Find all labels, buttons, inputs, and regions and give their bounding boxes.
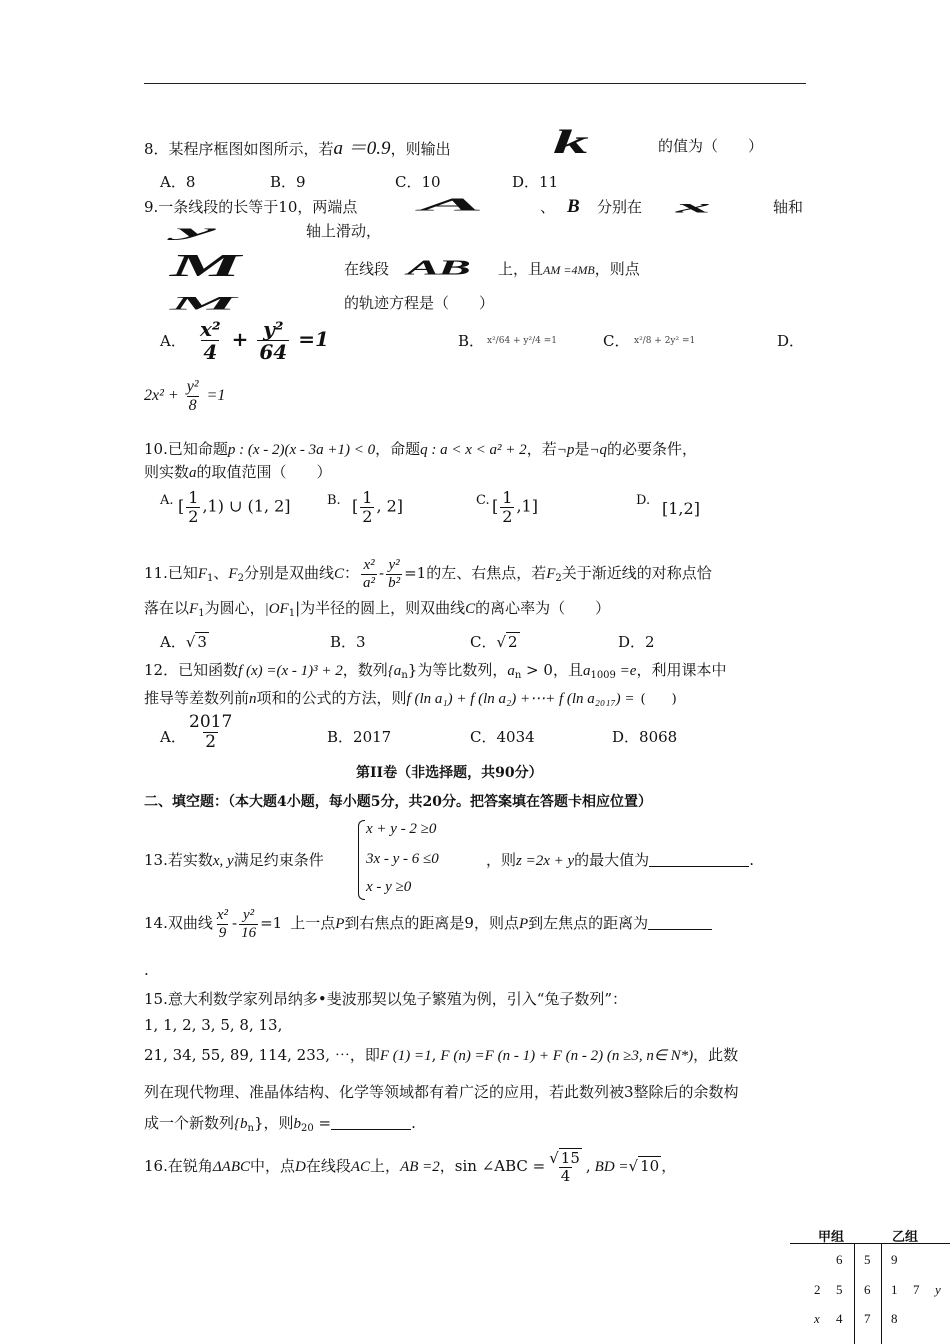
q12-an-pos-end: > 0 [521,661,553,679]
q9-end: 轴和 [773,198,804,216]
q14-eq: =1 [260,914,283,932]
q16-bd-val: 10 [640,1157,660,1175]
q15-line5 [144,1114,416,1136]
q16-comma2: , [585,1157,591,1175]
q11-f1-sub: 1 [207,573,214,584]
q10-option-a-label: A. [160,493,174,508]
q8-text: 8．某程序框图如图所示，若 [144,140,334,158]
q11-c-val: 2 [508,633,518,651]
q11-num1: x² [363,557,375,573]
q12-an: {a [387,663,402,679]
q12-line1a: 12．已知函数 [144,661,239,679]
q11-line2d: 的离心率为（ ） [475,599,611,617]
q12-an-pos: a [507,663,515,679]
stemleaf-leaf: x [814,1311,820,1326]
q15-b20-eq: = [313,1114,332,1132]
q11-of1-end: | [295,599,301,617]
q10-option-d-label: D. [636,493,651,508]
q11-a-label: A． [160,633,186,651]
q14-p2: P [518,916,529,932]
q9-a-num1: x² [200,317,221,341]
q9-line3 [344,260,389,279]
stemleaf-leaf: 4 [836,1311,843,1326]
q13-answer-blank[interactable] [649,852,749,867]
stemleaf-leaf: 9 [891,1252,898,1267]
q11-sep: 、 [213,564,229,582]
q10-a-num: 1 [188,488,199,507]
q16-ac: AC [350,1159,371,1175]
q13-text-a: 13.若实数 [144,851,213,869]
stemleaf-left-head: 甲组 [818,1230,845,1245]
q12-option-a [185,713,236,751]
q16-comma1: ， [439,1157,455,1175]
q16-line: 16.在锐角ΔABC中，点D在线段AC上，AB =2，sin ∠ABC = $\frac{√ 15}{4}$ , BD =√ 10 ， [144,1149,677,1185]
q13-text-b: 满足约束条件 [233,851,324,869]
q12-an-sub: n [401,670,408,681]
q9-point-b: B [567,196,580,217]
q9-option-b: x²/64 + y²/4 =1 [487,336,558,346]
q8-mid: ，则输出 [390,140,451,158]
q12-option-d: D．8068 [612,728,678,746]
q11-num2: y² [388,557,400,573]
stemleaf-divider-right [881,1243,882,1344]
q10-line2b: 的取值范围（ ） [196,463,332,481]
q13-text-c: ，则 [486,851,517,869]
q12-an-end: } [407,661,418,679]
q11-option-a: A．√ 3 [160,633,207,651]
q16-sin-den: 4 [560,1166,571,1185]
q8-math-a: a ＝0.9 [333,138,391,159]
q10-p: p : (x - 2)(x - 3a +1) < 0 [227,442,376,458]
q11-f2-sub: 2 [237,573,244,584]
q10-a-den: 2 [188,506,199,526]
stemleaf-leaf: 6 [836,1252,843,1267]
stemleaf-stem: 6 [864,1282,871,1297]
q9-line2: 轴上滑动， [306,222,382,240]
q9-line3c: ，则点 [594,260,640,278]
q14-p: P [335,916,345,932]
q15-line5b: ，则 [263,1114,294,1132]
q9-d-pre: 2x² + [144,386,179,404]
q10-line1b: ，命题 [375,440,421,458]
q10-line1e: 的必要条件， [606,440,697,458]
q15-line3c: ，此数 [693,1046,739,1064]
q9-option-b-label: B． [458,332,485,350]
q12-line1 [144,661,726,683]
q15-line3 [144,1046,738,1066]
q12-line1c: 为等比数列， [417,661,508,679]
q11-minus: - [379,564,385,582]
q12-a1009: a [582,663,591,679]
q10-b-den: 2 [362,506,373,526]
q14-text-b: 上一点 [290,914,336,932]
q15-line5a: 成一个新数列 [144,1114,235,1132]
q10-option-c-label: C. [476,493,490,508]
q15-line4: 列在现代物理、准晶体结构、化学等领域都有着广泛的应用，若此数列被3整除后的余数构 [144,1083,739,1101]
q10-line2 [144,463,332,483]
q10-line1d: 是 [574,440,590,458]
q16-triangle: ΔABC [212,1159,250,1175]
q11-f1b: F [189,601,199,617]
q11-option-b: B．3 [330,633,366,651]
stemleaf-header-rule [790,1243,950,1244]
q9-d-eq: =1 [206,386,226,404]
q11-f2b-sub: 2 [555,573,562,584]
q11-a-val: 3 [197,633,207,651]
q11-of1-sub: 1 [288,608,296,619]
stemleaf-leaf: y [935,1282,941,1297]
q11-line1c: 的左、右焦点，若 [426,564,547,582]
q10-option-b-label: B. [327,493,341,508]
q12-sum: f (ln a₁) + f (ln a₂) +⋯+ f (ln a₂₀₁₇) = [406,691,635,707]
q10-nq: ¬q [589,442,607,458]
q10-c-den: 2 [502,506,513,526]
q9-mid: 分别在 [597,198,643,216]
q10-b-num: 1 [362,488,373,507]
q9-a-den1: 4 [203,340,218,364]
q11-f1: F [197,566,208,582]
stemleaf-leaf: 2 [814,1282,821,1297]
q8-option-b: B．9 [270,173,306,191]
q10-q: q : a < x < a² + 2 [420,442,527,458]
q14-den2: 16 [241,924,257,941]
q12-line1e: ，利用课本中 [636,661,727,679]
q14-dot: . [144,961,149,979]
q14-text-a: 14.双曲线 [144,914,213,932]
q14-num1: x² [216,907,229,923]
q9-option-a-label: A． [160,332,186,350]
q9-option-d-label: D． [777,332,805,350]
q12-option-b: B．2017 [327,728,392,746]
q11-c2: C [465,601,476,617]
q15-bn: {b [234,1116,248,1132]
q8-end: 的值为（ ） [658,137,764,155]
q9-am: AM =4MB [543,263,595,277]
q12-a1009-sub: 1009 [590,670,616,681]
q15-answer-blank[interactable] [331,1115,411,1130]
q9-option-d [144,378,225,414]
stemleaf-divider-left [854,1243,855,1344]
q13-constraint-1: x + y - 2 ≥0 [366,821,437,837]
q14-text-d: 到左焦点的距离为 [528,914,649,932]
q12-a1009-end: =e [615,663,637,679]
stemleaf-leaf: 5 [836,1282,843,1297]
q13-constraint-2: 3x - y - 6 ≤0 [366,851,439,867]
q12-paren: ( ) [640,692,677,707]
header-rule [144,83,806,84]
q16-d: D [295,1159,306,1175]
q14-minus: - [232,914,238,932]
q10-a-pre: [ [178,496,185,516]
q8-option-a: A．8 [160,173,196,191]
q11-eq: =1 [404,564,427,582]
q9-line3a: 在线段 [344,260,390,278]
q9-line4: 的轨迹方程是（ ） [344,294,495,312]
q15-b20-sub: 20 [301,1123,314,1134]
q10-np: ¬p [556,442,575,458]
part2-title: 第II卷（非选择题，共90分） [356,765,543,781]
q12-line2a: 推导等差数列前 [144,689,250,707]
q11-option-d: D．2 [618,633,655,651]
q9-option-c: x²/8 + 2y² =1 [634,336,696,346]
q10-a: a [189,465,197,481]
q11-den2: b² [388,574,401,591]
stemleaf-stem: 7 [864,1311,871,1326]
q11-line1b: 分别是双曲线 [243,564,334,582]
q11-line2b: 为圆心， [204,599,265,617]
q12-option-c: C．4034 [470,728,535,746]
q14-text-c: 到右焦点的距离是9，则点 [344,914,519,932]
q13-brace [358,820,365,900]
q13-z: z =2x + y [516,853,575,869]
q11-option-c: C．√ 2 [470,633,518,651]
q12-a-num: 2017 [189,712,233,732]
q9-a-eq: =1 [298,327,329,351]
q12-option-a-label: A． [160,728,186,746]
q11-line1d: 关于渐近线的对称点恰 [561,564,712,582]
q14-answer-blank[interactable] [648,915,712,930]
q12-fx: f (x) =(x - 1)³ + 2 [238,663,343,679]
q10-option-b [352,489,403,525]
stemleaf-stem: 5 [864,1252,871,1267]
q11-line1 [144,557,712,591]
q15-end: . [411,1114,416,1132]
q9-option-c-label: C． [603,332,630,350]
q8-option-d: D．11 [512,173,559,191]
q12-line2 [144,689,677,709]
q11-line2 [144,599,610,621]
q11-c-label: C． [470,633,497,651]
stemleaf-leaf: 1 [891,1282,898,1297]
q15-bn-end: } [253,1114,264,1132]
q11-line1a: 11.已知 [144,564,198,582]
q16-text-d: 上， [370,1157,401,1175]
q10-c-pre: [ [492,496,499,516]
q16-sin-num: 15 [560,1149,580,1167]
q15-seq-rest: 21, 34, 55, 89, 114, 233, ⋯ [144,1046,350,1064]
q10-line1 [144,440,697,460]
q15-line2: 1, 1, 2, 3, 5, 8, 13, [144,1016,283,1034]
q9-a-den2: 64 [259,340,288,364]
q9-point-m: M [170,248,240,284]
q11-f2: F [228,566,238,582]
q9-line3-rest [498,260,640,279]
q15-comma: , [431,1046,437,1064]
q10-option-c [492,489,538,525]
q11-den1: a² [363,574,376,591]
q9-line1: 9.一条线段的长等于10，两端点 [144,198,358,216]
q11-f1b-sub: 1 [198,608,205,619]
q9-x-axis: x [676,196,709,217]
q12-line1b: ，数列 [342,661,388,679]
q13-text-d: 的最大值为 [574,851,650,869]
q15-rec1: F (1) =1 [379,1048,432,1064]
stemleaf-leaf: 7 [913,1282,920,1297]
q10-c-post: ,1] [516,496,538,516]
q10-line1c: ，若 [526,440,557,458]
q8-option-c: C．10 [395,173,441,191]
q12-n: n [249,691,257,707]
q12-a-den: 2 [205,731,217,752]
q15-b20: b [293,1116,302,1132]
q11-line2c: 为半径的圆上，则双曲线 [300,599,466,617]
q10-option-a [178,489,291,525]
q13-line-c [486,851,754,871]
q9-option-a [196,318,329,363]
q16-bd: BD = [594,1159,629,1175]
q12-an-pos-sub: n [514,670,522,681]
part2-section-heading: 二、填空题：（本大题4小题，每小题5分，共20分。把答案填在答题卡相应位置） [144,794,652,810]
q10-line2a: 则实数 [144,463,190,481]
q9-line3b: 上，且 [498,260,544,278]
q10-a-post: ,1) ∪ (1, 2] [202,496,291,516]
q13-xy: x, y [212,853,234,869]
q10-line1a: 10.已知命题 [144,440,228,458]
q12-line1d: ，且 [552,661,583,679]
q14-line [144,907,712,941]
question-8 [144,137,451,161]
q10-c-num: 1 [502,488,513,507]
q9-a-plus: + [231,327,249,351]
q9-point-a: A [420,194,481,215]
q16-ab: AB =2 [400,1159,440,1175]
q13-constraint-3: x - y ≥0 [366,879,412,895]
q13-line-a [144,851,324,871]
q8-var-k: k [553,124,587,161]
q9-d-den: 8 [188,396,197,414]
q12-line2b: 项和的公式的方法，则 [256,689,407,707]
q9-y-axis: y [176,222,213,241]
q13-end: . [749,851,754,869]
q9-a-num2: y² [263,317,284,341]
q16-text-a: 16.在锐角 [144,1157,213,1175]
q9-point-m2: M [170,293,235,315]
q11-colon: ： [344,564,360,582]
q9-d-num: y² [186,378,199,395]
stemleaf-leaf: 8 [891,1311,898,1326]
q16-text-b: 中，点 [250,1157,296,1175]
q10-b-post: , 2] [376,496,404,516]
q15-rec2: F (n) =F (n - 1) + F (n - 2) (n ≥3, n∈ N*) [440,1048,694,1064]
q16-sin: sin ∠ABC = [454,1157,546,1175]
q11-of1: |OF [264,601,289,617]
q15-bn-sub: n [247,1123,254,1134]
q9-segment-ab: AB [407,256,470,280]
q11-f2b: F [546,566,556,582]
q9-sep: 、 [540,198,556,216]
q10-b-pre: [ [352,496,359,516]
q11-line2a: 落在以 [144,599,190,617]
q16-text-c: 在线段 [305,1157,351,1175]
q15-line1: 15.意大利数学家列昂纳多•斐波那契以兔子繁殖为例，引入“兔子数列”： [144,990,628,1008]
q10-option-d: [1,2] [662,499,700,518]
q16-end: ， [661,1157,677,1175]
q14-num2: y² [243,907,255,923]
q11-c: C [333,566,344,582]
q15-ji: ，即 [349,1046,380,1064]
q14-den1: 9 [218,924,227,941]
stemleaf-right-head: 乙组 [892,1230,919,1245]
